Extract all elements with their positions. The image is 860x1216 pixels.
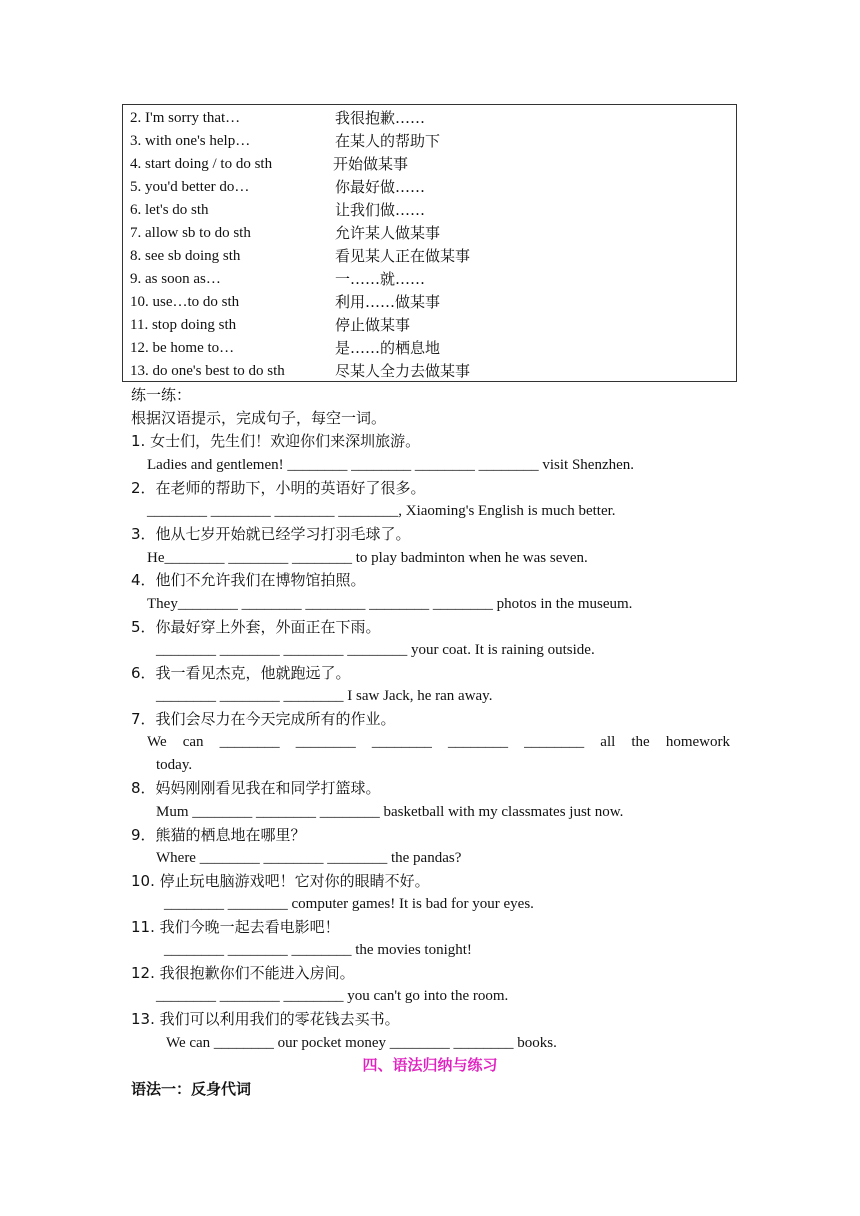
phrase-zh: 看见某人正在做某事 (335, 247, 471, 265)
grammar-heading: 语法一：反身代词 (131, 1080, 252, 1098)
phrase-en: 3. with one's help… (130, 133, 251, 149)
question-zh: 11. 我们今晚一起去看电影吧！ (131, 918, 340, 936)
question-en: Mum ________ ________ ________ basketball with my classmates just now. (156, 804, 624, 820)
phrase-en: 7. allow sb to do sth (130, 225, 251, 241)
phrase-zh: 停止做某事 (335, 316, 411, 334)
question-en: Where ________ ________ ________ the pandas? (156, 850, 462, 866)
phrase-en: 6. let's do sth (130, 202, 209, 218)
question-en: We can ________ ________ ________ ________ ________ all the homework (147, 734, 730, 750)
phrase-zh: 在某人的帮助下 (335, 132, 441, 150)
phrase-en: 12. be home to… (130, 340, 235, 356)
phrase-zh: 是……的栖息地 (335, 339, 441, 357)
question-zh: 9．熊猫的栖息地在哪里？ (131, 826, 306, 844)
question-zh: 7．我们会尽力在今天完成所有的作业。 (131, 710, 396, 728)
question-en: Ladies and gentlemen! ________ ________ ________ ________ visit Shenzhen. (147, 457, 635, 473)
phrase-en: 8. see sb doing sth (130, 248, 241, 264)
question-zh: 8．妈妈刚刚看见我在和同学打篮球。 (131, 779, 381, 797)
phrase-zh: 开始做某事 (333, 155, 409, 173)
phrase-zh: 利用……做某事 (335, 293, 441, 311)
phrase-en: 2. I'm sorry that… (130, 110, 241, 126)
question-en: ________ ________ ________ ________, Xiaoming's English is much better. (147, 503, 616, 519)
question-zh: 12. 我很抱歉你们不能进入房间。 (131, 964, 355, 982)
phrase-zh: 一……就…… (335, 270, 426, 288)
phrase-en: 11. stop doing sth (130, 317, 237, 333)
phrase-zh: 你最好做…… (335, 178, 426, 196)
practice-title: 练一练： (131, 386, 192, 404)
question-en: We can ________ our pocket money ________ ________ books. (166, 1035, 557, 1051)
phrase-table (122, 104, 737, 382)
phrase-en: 9. as soon as… (130, 271, 221, 287)
question-zh: 1. 女士们，先生们！欢迎你们来深圳旅游。 (131, 432, 421, 450)
question-en: ________ ________ ________ you can't go into the room. (156, 988, 509, 1004)
question-en: ________ ________ ________ I saw Jack, he ran away. (156, 688, 493, 704)
question-en: He________ ________ ________ to play badminton when he was seven. (147, 550, 588, 566)
phrase-zh: 让我们做…… (335, 201, 426, 219)
question-en: They________ ________ ________ ________ ________ photos in the museum. (147, 596, 633, 612)
question-zh: 5．你最好穿上外套，外面正在下雨。 (131, 618, 381, 636)
section-heading: 四、语法归纳与练习 (362, 1056, 498, 1074)
phrase-zh: 允许某人做某事 (335, 224, 441, 242)
question-zh: 2．在老师的帮助下，小明的英语好了很多。 (131, 479, 426, 497)
phrase-en: 5. you'd better do… (130, 179, 250, 195)
phrase-zh: 尽某人全力去做某事 (335, 362, 471, 380)
question-en: ________ ________ computer games! It is bad for your eyes. (164, 896, 534, 912)
question-zh: 6．我一看见杰克，他就跑远了。 (131, 664, 351, 682)
practice-instruction: 根据汉语提示，完成句子，每空一词。 (131, 409, 387, 427)
question-zh: 13. 我们可以利用我们的零花钱去买书。 (131, 1010, 400, 1028)
phrase-en: 10. use…to do sth (130, 294, 240, 310)
question-en: ________ ________ ________ ________ your coat. It is raining outside. (156, 642, 595, 658)
question-en: ________ ________ ________ the movies tonight! (164, 942, 472, 958)
question-zh: 4．他们不允许我们在博物馆拍照。 (131, 571, 366, 589)
question-zh: 10. 停止玩电脑游戏吧！它对你的眼睛不好。 (131, 872, 430, 890)
phrase-zh: 我很抱歉…… (335, 109, 426, 127)
phrase-en: 4. start doing / to do sth (130, 156, 273, 172)
question-zh: 3．他从七岁开始就已经学习打羽毛球了。 (131, 525, 411, 543)
phrase-en: 13. do one's best to do sth (130, 363, 285, 379)
question-en-continued: today. (156, 757, 193, 773)
